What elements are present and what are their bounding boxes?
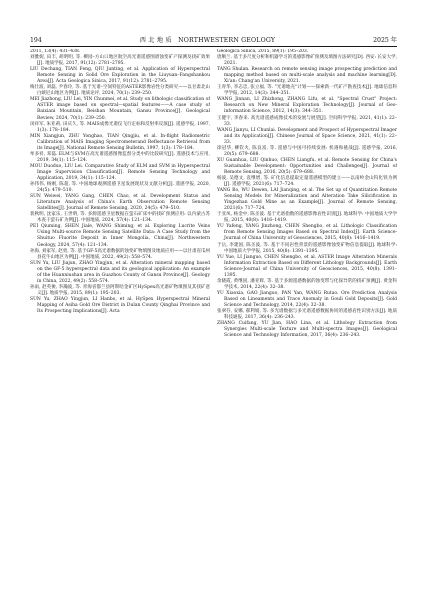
reference-entry: MIN Xiangjun, ZHU Yonghao, TIAN Qingjiu, et al. In-flight Radiometric Calibration of MAIS Imaging Spectrometerand Reflectance Retrieval from its Image[J]. National Remote Sensing Bulletin, 1997, 1(3): 178–184. xyxy=(30,133,210,151)
running-header xyxy=(30,33,397,45)
journal-title-en: NORTHWESTERN GEOLOGY xyxy=(178,37,276,44)
reference-entry: MEI Jiazhong, LIU Lei, YIN Chunmei, et al. Study on lithologic classification of ASTER image based on spectral—spatial features——A case study of Baixiani Mountain, Beishan Mountain, Gansu Province[J]. Geological Review, 2024, 70(1): 239–250. xyxy=(30,97,210,121)
reference-entry: 梅仕波, 刘磊, 尹春玲, 等. 基于光谱–空间特征的ASTER影像岩性分类研究——以甘肃北山白峡尼山地区为例[J]. 地质论评, 2024, 70(1): 239–250. xyxy=(30,85,210,97)
header-rule xyxy=(30,46,397,47)
reference-entry: 余晓霞, 黄继国, 潘亚辉, 等. 基于多源遥感数据的蚀变带与化探异常的找矿预测[J]. 黄金科学技术, 2014, 22(4): 32–38. xyxy=(217,278,397,290)
reference-entry: 孙伟伟, 杨刚, 陈超, 等. 中国地球观测遥感卫星发展现状及文献分析[J]. 遥感学报, 2020, 24(5): 479–510. xyxy=(30,182,210,194)
reference-entry: 张翠芬, 安娜, 郝利娟, 等. 多光谱数据与多光谱遥感数据协同的遥感岩性识别方法[J]. 地质科技通报, 2017, 36(4): 236–243. xyxy=(217,309,397,321)
reference-entry: 王健宇, 李春来. 高光谱遥感成像技术的发展与展望[J]. 空间科学学报, 2021, 41(1): 22–33. xyxy=(217,115,397,127)
reference-entry: WANG Jianyu, LI Chunlai. Development and Prospect of Hyperspectral Imager and its Application[J]. Chinese Journal of Space Science, 2021, 41(1): 22–33. xyxy=(217,127,397,145)
reference-entry: 于岳, 李建国, 陈圣波, 等. 基于不同岩性背景的遥感影像蚀变矿物信息提取[J]. 地球科学: 中国地质大学学报, 2015, 40(8): 1391–1395. xyxy=(217,242,397,254)
reference-entry: 徐冠华, 柳钦火, 陈良富, 等. 遥感与中国可持续发展: 机遇和挑战[J]. 遥感学报, 2016, 20(5): 679–688. xyxy=(217,145,397,157)
reference-entry: ZHANG Cuifang, YU Jian, HAO Lina, et al. Lithology Extraction from Synergies Multi-scale Texture and Multi-spectra Images[J]. Geological Science and Technology Information, 2017, 36(4): 236–243. xyxy=(217,321,397,339)
reference-entry: SUN Weiwei, YANG Gang, CHEN Chao, et al. Development Status and Literature Analysis of China's Earth Observation Remote Sensing Satellites[J]. Journal of Remote Sensing, 2020, 24(5): 479–510. xyxy=(30,194,210,212)
reference-entry: 裴秋明, 沈家乐, 王世明, 等. 多源遥感卫星数据在萤石矿床中的找矿预测应用: 以内蒙古苏木查干萤石矿为例[J]. 中国地质, 2024, 57(4): 121–134. xyxy=(30,212,210,224)
reference-entry: SUN Yu, ZHAO Yingjun, LI Hanbo, et al. HySpex Hyperspectral Mineral Mapping of Asiha Gold Ore District in Dulan County Qinghai Province and Its Prospecting Implications[J]. Acta xyxy=(30,296,210,315)
reference-entry: MOU Duoduo, LIU Lei. Comparative Study of ELM and SVM in Hyperspectral Image Supervision Classification[J]. Remote Sensing Technology and Application, 2019, 34(1): 115–124. xyxy=(30,163,210,181)
reference-entry: 于亚凤, 杨金中, 陈圣波. 基于光谱指数的遥感影像岩性识别[J]. 地球科学: 中国地质大学学报, 2015, 40(8): 1416–1419. xyxy=(217,212,397,224)
reference-entry: 2011, 13(4): 431–438. xyxy=(30,49,81,54)
reference-entry: 王青华, 李志忠, 张立福, 等. "光谱地壳"计划——探索新一代矿产勘查技术[J]. 地球信息科学学报, 2012, 14(3): 344–351. xyxy=(217,85,397,97)
journal-title xyxy=(140,37,275,45)
reference-entry: WANG Jinnan, LI Zhizhong, ZHANG Lifu, et al. "Spectral Crust" Project: Research on New Mineral Exploration Technology[J]. Journal of Geo-information Science, 2012, 14(3): 344–351. xyxy=(217,97,397,115)
reference-entry: XU Guanhua, LIU Qinhuo, CHEN Liangfu, et al. Remote Sensing for China's Sustainable Development: Opportunities and Challenges[J]. Journal of Remote Sensing, 2016, 20(5): 679–688. xyxy=(217,157,397,175)
reference-entry: TANG Shulan. Research on remote sensing image prospecting prediction and mapping method based on multi-scale analysis and machine learning[D]. Xi'an: Chang'an University, 2021. xyxy=(217,67,397,85)
reference-entry: 孙海, 刘家军, 赵勇, 等. 基于GF-5高光谱数据的蚀变矿物填图及地质应用——以甘肃省瓜州县花牛山地区为例[J]. 中国地质, 2022, 49(2): 558–574. xyxy=(30,248,210,260)
issue-year: 2025 年 xyxy=(373,37,397,44)
reference-column-right xyxy=(217,49,397,574)
reference-entry: YU Xiaoxia, GAO Jianguo, PAN Yan, WANG Rutao. Ore Prediction Analysis Based on Lineaments and Trace Anomaly in Gouli Gold Deposits[J]. Gold Science and Technology, 2014, 22(4): 32–38. xyxy=(217,290,397,308)
reference-entry: 杨波, 吴德文, 袁继增, 等. 矿化信息提取定量遥感模型的建立——以南岭金山钨化铁为例[J]. 遥感学报, 2021(6): 717–724. xyxy=(217,175,397,188)
reference-entry: YANG Bo, WU Dewen, LAI Jianqing, et al. The Set up of Quantitation Remote Sensing Models for Mineralization and Alteration Take Silicification in Yingezhan Gold Mine as an Example[J]. Journal of Remote Sensing, 2021(6): 717–724. xyxy=(217,188,397,212)
reference-entry: SUN Yu, LIU Jiajun, ZHAO Yingjun, et al. Alteration mineral mapping based on the GF-5 hyperspectral data and its geological application: An example of the Huanniushan area in Guazhou County of Gansu Province[J]. Geology in China, 2022, 49(2): 558–574. xyxy=(30,260,210,284)
reference-entry: PEI Qiuming, SHEN Jiale, WANG Shiming, et al. Exploring Lucrite Veins Using Multi-source Remote Sensing Satellite Data: A Case Study from the Shuituo Fluorite Deposit in Inner Mongolia, China[J]. Northwestern Geology, 2024, 57(4): 121–134. xyxy=(30,224,210,248)
reference-entry: YU Yafeng, YANG Jinzhong, CHEN Shengbo, et al. Lithologic Classification from Remote Sensing Images Based on Spectral Index[J]. Earth Science-Journal of China University of Geosciences, 2015, 40(8): 1416–1419. xyxy=(217,224,397,242)
journal-title-cn: 西 北 地 质 xyxy=(139,37,172,44)
reference-entry: 孙雨, 赵英俊, 李瀚波, 等. 青海省都兰县阿斯哈金矿区HySpex高光谱矿物填图及其找矿意义[J]. 地质学报, 2015, 89(1): 195–203. xyxy=(30,284,210,296)
reference-entry: 刘雅妮, 田丰, 胡明明, 等. 柳园–方山口地区航空高光谱遥感图谱蚀变矿产探测及找矿效果[J]. 地质学报, 2017, 91(12): 2781–2795. xyxy=(30,55,210,67)
reference-entry: 牟多祥, 邓磊. ELM与SVM在高光谱遥感图像监督分类中的比较研究[J]. 遥感技术与应用, 2019, 34(1): 115–124. xyxy=(30,151,210,163)
reference-entry: 唐顺兰. 基于多尺度分析和机器学习的遥感影像矿预测及填图方法研究[D]. 西安: 长安大学, 2021. xyxy=(217,55,397,67)
reference-entry: Geologica Sinica, 2015, 89(1): 195–203. xyxy=(217,49,309,54)
reference-entry: LIU Dechang, TIAN Feng, QIU Junting, et al. Application of Hyperspectral Remote Sensing in Solid Ore Exploration in the Liuyuan–Fangshankou Area[J]. Acta Geologica Sinica, 2017, 91(12): 2781–2795. xyxy=(30,67,210,85)
reference-column-left xyxy=(30,49,210,574)
page-number: 194 xyxy=(30,37,42,44)
reference-entry: 闵祥军, 朱亚莉, 田庆久, 等. MAIS成像光谱仪飞行定标和反射率反演[J]. 遥感学报, 1997, 1(3): 178–184. xyxy=(30,121,210,133)
reference-entry: YU Yue, LI Jianguo, CHEN Shengbo, et al. ASTER Image Alteration Minerals Information Extraction Based on Different Lithology Backgrounds[J]. Earth Science-Journal of China University of Geosciences, 2015, 40(8): 1391–1395. xyxy=(217,254,397,278)
